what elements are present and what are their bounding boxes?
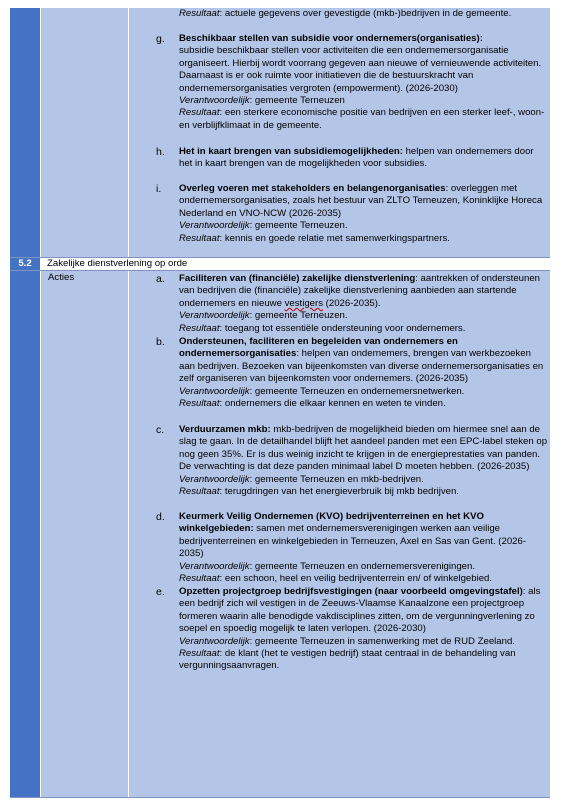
list-item-e: e. Opzetten projectgroep bedrijfsvestigingen (naar voorbeeld omgevingstafel): als een bedrijf zich wil vestigen in de Zeeuws-Vlaamse Kanaalzone een projectgroep formeren waarin alle benodigde vakdisciplines zitten, om de vergunningverlening zo soepel en spoedig mogelijk te laten verlopen. (2026-2030) Verantwoordelijk: gemeente Terneuzen in samenwerking met de RUD Zeeland. Resultaat: de klant (het te vestigen bedrijf) staat centraal in de behandeling van vergunningsaanvragen. (156, 586, 541, 672)
list-item-a: a. Faciliteren van (financiële) zakelijke dienstverlening: aantrekken of ondersteunen van bedrijven die (financiële) zakelijke dienstverlening aanbieden aan startende ondernemers en nieuwe vestigers (2026-2035). Verantwoordelijk: gemeente Terneuzen. Resultaat: toegang tot essentiële ondersteuning voor ondernemers. (156, 273, 541, 334)
row-label-acties: Acties (48, 272, 75, 283)
divider (10, 257, 550, 258)
number-column-top (10, 8, 40, 257)
section-header-row (10, 258, 550, 270)
section-number: 5.2 (10, 258, 40, 270)
divider (10, 797, 550, 798)
divider (10, 270, 550, 271)
list-item-i: i. Overleg voeren met stakeholders en belangenorganisaties: overleggen met ondernemersorganisaties, zoals het bestuur van ZLTO Terneuzen, Koninklijke Horeca Nederland en VNO-NCW (2026-2035) Verantwoordelijk: gemeente Terneuzen. Resultaat: kennis en goede relatie met samenwerkingspartners. (156, 183, 543, 244)
list-item-g: g. Beschikbaar stellen van subsidie voor ondernemers(organisaties): subsidie beschikbaar stellen voor activiteiten die een ondernemersorganisatie organiseert. Hierbij wordt voorrang gegeven aan nieuwe of vernieuwende activiteiten. Daarnaast is er ook ruimte voor initiatieven die de bestuurskracht van ondernemersorganisaties vergroten (empowerment). (2026-2030) Verantwoordelijk: gemeente Terneuzen Resultaat: een sterkere economische positie van bedrijven en een sterker leef-, woon- en verblijfklimaat in de gemeente. (156, 33, 545, 131)
list-item-b: b. Ondersteunen, faciliteren en begeleiden van ondernemers en ondernemersorganisaties: helpen van ondernemers, brengen van werkbezoeken aan bedrijven. Bezoeken van bijeenkomsten van diverse ondernemersorganisaties en zelf organiseren van bijeenkomsten voor ondernemers. (2026-2035) Verantwoordelijk: gemeente Terneuzen en ondernemersnetwerken. Resultaat: ondernemers die elkaar kennen en weten te vinden. (156, 336, 544, 410)
list-item-d: d. Keurmerk Veilig Ondernemen (KVO) bedrijventerreinen en het KVO winkelgebieden: samen met ondernemersverenigingen werken aan veilige bedrijventerreinen en winkelgebieden in Terneuzen, Axel en Sas van Gent. (2026-2035) Verantwoordelijk: gemeente Terneuzen en ondernemersverenigingen. Resultaat: een schoon, heel en veilig bedrijventerrein en/ of winkelgebied. (156, 511, 527, 585)
section-title: Zakelijke dienstverlening op orde (41, 258, 550, 270)
list-item-h: h. Het in kaart brengen van subsidiemogelijkheden: helpen van ondernemers door het in kaart brengen van de mogelijkheden voor subsidies. (156, 146, 534, 170)
result-continued: Resultaat: actuele gegevens over gevestigde (mkb-)bedrijven in de gemeente. (179, 8, 512, 19)
label-column (41, 271, 128, 797)
list-item-c: c. Verduurzamen mkb: mkb-bedrijven de mogelijkheid bieden om hiermee snel aan de slag te gaan. In de detailhandel blijft het aandeel panden met een EPC-label steken op nog geen 35%. Er is dus weinig inzicht te krijgen in de energieprestaties van panden. De verwachting is dat deze panden minimaal label D moeten hebben. (2026-2035) Verantwoordelijk: gemeente Terneuzen en mkb-bedrijven. Resultaat: terugdringen van het energieverbruik bij mkb bedrijven. (156, 424, 548, 498)
number-column (10, 271, 40, 797)
label-column-top (41, 8, 128, 257)
